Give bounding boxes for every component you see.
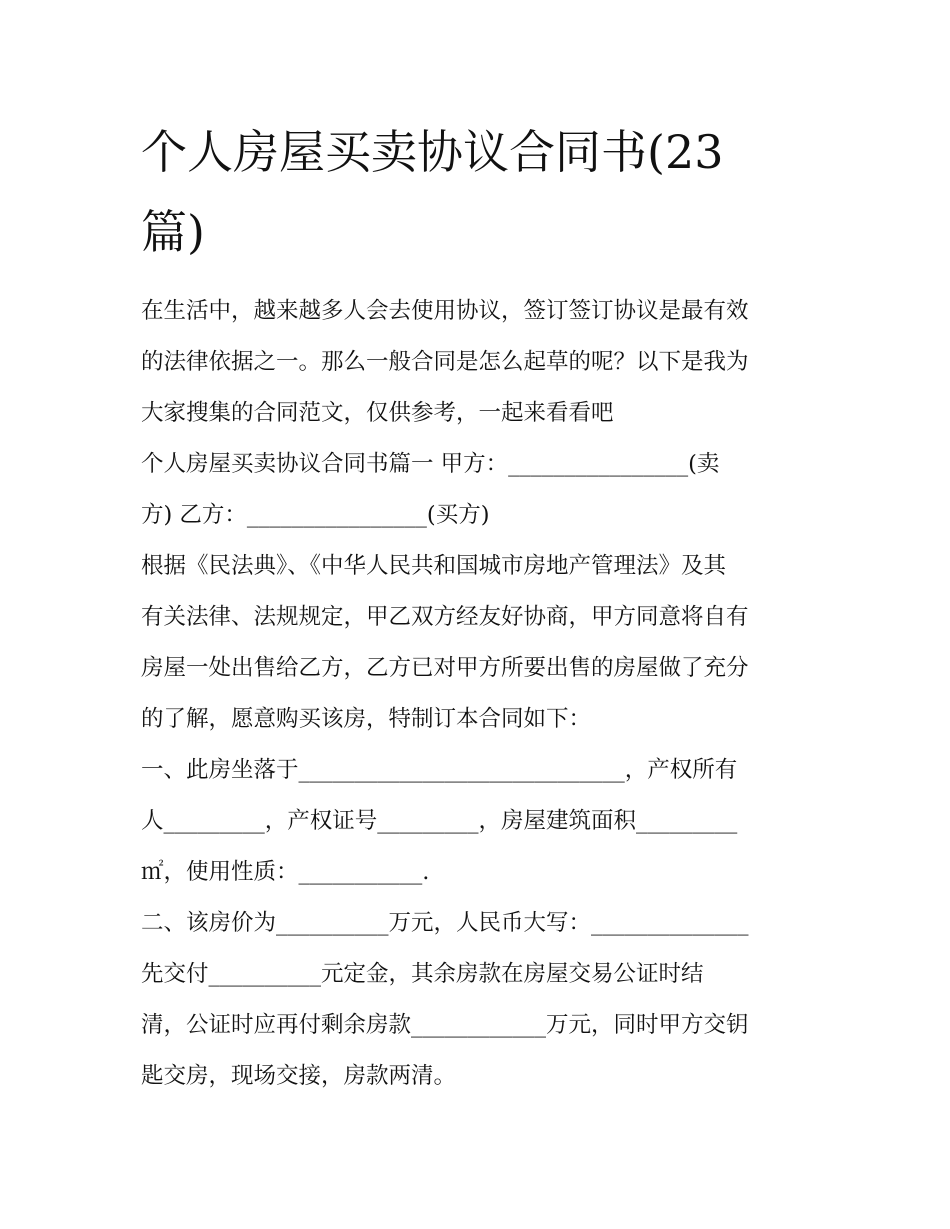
title-line-1: 个人房屋买卖协议合同书(23 xyxy=(141,125,724,179)
document-body xyxy=(141,286,813,1102)
document-title xyxy=(141,112,813,272)
body-line-7: 有关法律、法规规定，甲乙双方经友好协商，甲方同意将自有 xyxy=(141,604,749,630)
body-line-16: 匙交房，现场交接，房款两清。 xyxy=(141,1063,457,1089)
body-line-2: 的法律依据之一。那么一般合同是怎么起草的呢？以下是我为 xyxy=(141,349,749,375)
body-line-8: 房屋一处出售给乙方，乙方已对甲方所要出售的房屋做了充分 xyxy=(141,655,749,681)
body-line-13: 二、该房价为__________万元，人民币大写：______________ xyxy=(141,910,749,936)
body-line-14: 先交付__________元定金，其余房款在房屋交易公证时结 xyxy=(141,961,704,987)
document-page xyxy=(141,112,813,1102)
body-line-1: 在生活中，越来越多人会去使用协议，签订签订协议是最有效 xyxy=(141,298,749,324)
body-line-10: 一、此房坐落于_____________________________，产权所有 xyxy=(141,757,738,783)
body-line-11: 人_________，产权证号_________，房屋建筑面积_________ xyxy=(141,808,738,834)
body-line-12: ㎡，使用性质：___________. xyxy=(141,859,430,885)
body-line-9: 的了解，愿意购买该房，特制订本合同如下： xyxy=(141,706,592,732)
body-line-4: 个人房屋买卖协议合同书篇一 甲方：________________(卖 xyxy=(141,451,720,477)
body-line-15: 清，公证时应再付剩余房款____________万元，同时甲方交钥 xyxy=(141,1012,749,1038)
body-line-5: 方) 乙方：________________(买方) xyxy=(141,502,490,528)
body-line-6: 根据《民法典》、《中华人民共和国城市房地产管理法》及其 xyxy=(141,553,727,579)
body-line-3: 大家搜集的合同范文，仅供参考，一起来看看吧 xyxy=(141,400,614,426)
title-line-2: 篇) xyxy=(141,205,205,259)
